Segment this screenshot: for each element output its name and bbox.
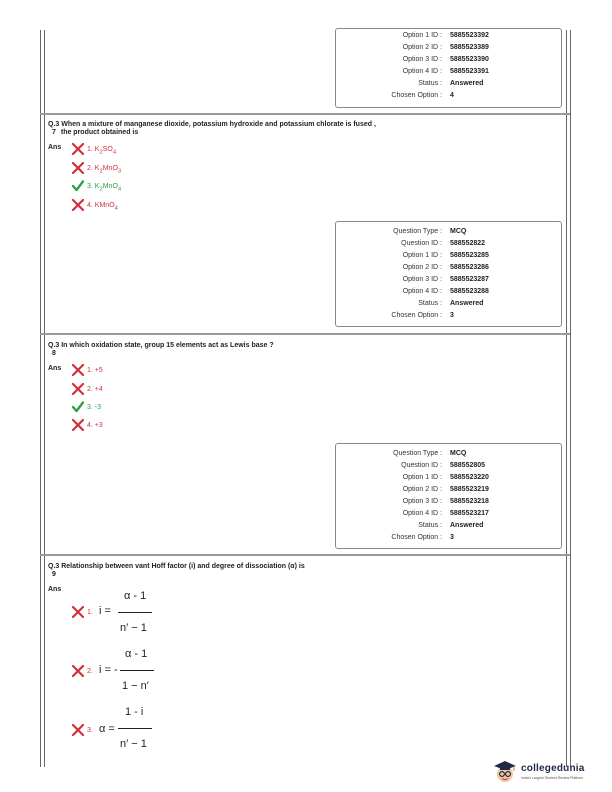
question-number: 9 — [52, 571, 56, 578]
formula-denominator: n′ − 1 — [120, 622, 147, 634]
answer-option: 2. $K_2MnO_3$ — [72, 162, 121, 174]
answer-option: 4. KMnO$_4$ — [72, 199, 118, 211]
info-row: Option 4 ID : 5885523217 — [402, 510, 489, 517]
info-row: Option 1 ID : 5885523285 — [402, 252, 489, 259]
section-divider — [40, 554, 570, 556]
brand-tagline: India's Largest Student Review Platform — [521, 776, 584, 780]
brand-name: collegedunia — [521, 763, 585, 774]
formula-numerator: α - 1 — [125, 648, 148, 660]
question-text: Q.3 When a mixture of manganese dioxide, potassium hydroxide and potassium chlorate is fused , — [48, 121, 376, 128]
cross-icon — [72, 364, 84, 376]
info-row: Option 3 ID : 5885523390 — [402, 56, 489, 63]
cross-icon — [72, 199, 84, 211]
info-row: Option 2 ID : 5885523286 — [402, 264, 489, 271]
info-row: Question ID : 588552822 — [401, 240, 486, 247]
fraction-bar — [118, 612, 152, 613]
right-border-outer — [570, 30, 571, 767]
formula-lhs: i = — [99, 605, 111, 617]
question-number: 8 — [52, 350, 56, 357]
collegedunia-logo — [492, 759, 604, 785]
question-info-box — [335, 221, 562, 327]
info-row: Question ID : 588552805 — [401, 462, 486, 469]
right-border-inner — [566, 30, 567, 767]
cross-icon — [72, 143, 84, 155]
answer-label: Ans — [48, 365, 62, 372]
answer-option: 1. +5 — [72, 364, 103, 376]
cross-icon — [72, 606, 84, 618]
cross-icon — [72, 383, 84, 395]
cross-icon — [72, 419, 84, 431]
info-row: Option 4 ID : 5885523288 — [402, 288, 489, 295]
check-icon — [72, 180, 84, 192]
info-row: Option 3 ID : 5885523218 — [402, 498, 489, 505]
graduate-mascot-icon — [492, 759, 518, 785]
formula-denominator: n′ − 1 — [120, 738, 147, 750]
info-row: Option 2 ID : 5885523219 — [402, 486, 489, 493]
info-row: Status : Answered — [418, 80, 484, 87]
answer-option-correct: 3. -3 — [72, 401, 101, 413]
answer-option: 1. $K_2SO_4$ — [72, 143, 116, 155]
info-row: Question Type : MCQ — [393, 228, 467, 235]
check-icon — [72, 401, 84, 413]
question-text: Q.3 Relationship between vant Hoff factor (i) and degree of dissociation (α) is — [48, 563, 305, 570]
question-info-box — [335, 443, 562, 549]
question-info-box-prev — [335, 28, 562, 108]
left-border-outer — [40, 30, 41, 767]
info-row: Option 1 ID : 5885523392 — [402, 32, 489, 39]
section-divider — [40, 113, 570, 115]
section-divider — [40, 333, 570, 335]
info-row: Status : Answered — [418, 522, 484, 529]
cross-icon — [72, 724, 84, 736]
answer-label: Ans — [48, 144, 62, 151]
answer-option: 4. +3 — [72, 419, 103, 431]
fraction-bar — [118, 728, 152, 729]
info-row: Chosen Option : 3 — [391, 534, 454, 541]
formula-lhs: α = — [99, 723, 115, 735]
answer-option: 3. — [72, 724, 93, 736]
answer-label: Ans — [48, 586, 62, 593]
answer-option: 2. +4 — [72, 383, 103, 395]
formula-denominator: 1 − n′ — [122, 680, 149, 692]
info-row: Status : Answered — [418, 300, 484, 307]
question-text: Q.3 In which oxidation state, group 15 elements act as Lewis base ? — [48, 342, 274, 349]
left-border-inner — [44, 30, 45, 767]
info-row: Option 4 ID : 5885523391 — [402, 68, 489, 75]
question-number: 7 the product obtained is — [52, 129, 139, 136]
info-row: Question Type : MCQ — [393, 450, 467, 457]
answer-option-correct: 3. $K_2MnO_4$ — [72, 180, 121, 192]
fraction-bar — [120, 670, 154, 671]
formula-numerator: 1 - i — [125, 706, 144, 718]
formula-numerator: α - 1 — [124, 590, 147, 602]
info-row: Chosen Option : 3 — [391, 312, 454, 319]
answer-option: 2. — [72, 665, 93, 677]
formula-lhs: i = - — [99, 664, 118, 676]
cross-icon — [72, 162, 84, 174]
info-row: Option 2 ID : 5885523389 — [402, 44, 489, 51]
info-row: Option 3 ID : 5885523287 — [402, 276, 489, 283]
answer-option: 1. — [72, 606, 93, 618]
info-row: Option 1 ID : 5885523220 — [402, 474, 489, 481]
info-row: Chosen Option : 4 — [391, 92, 454, 99]
cross-icon — [72, 665, 84, 677]
